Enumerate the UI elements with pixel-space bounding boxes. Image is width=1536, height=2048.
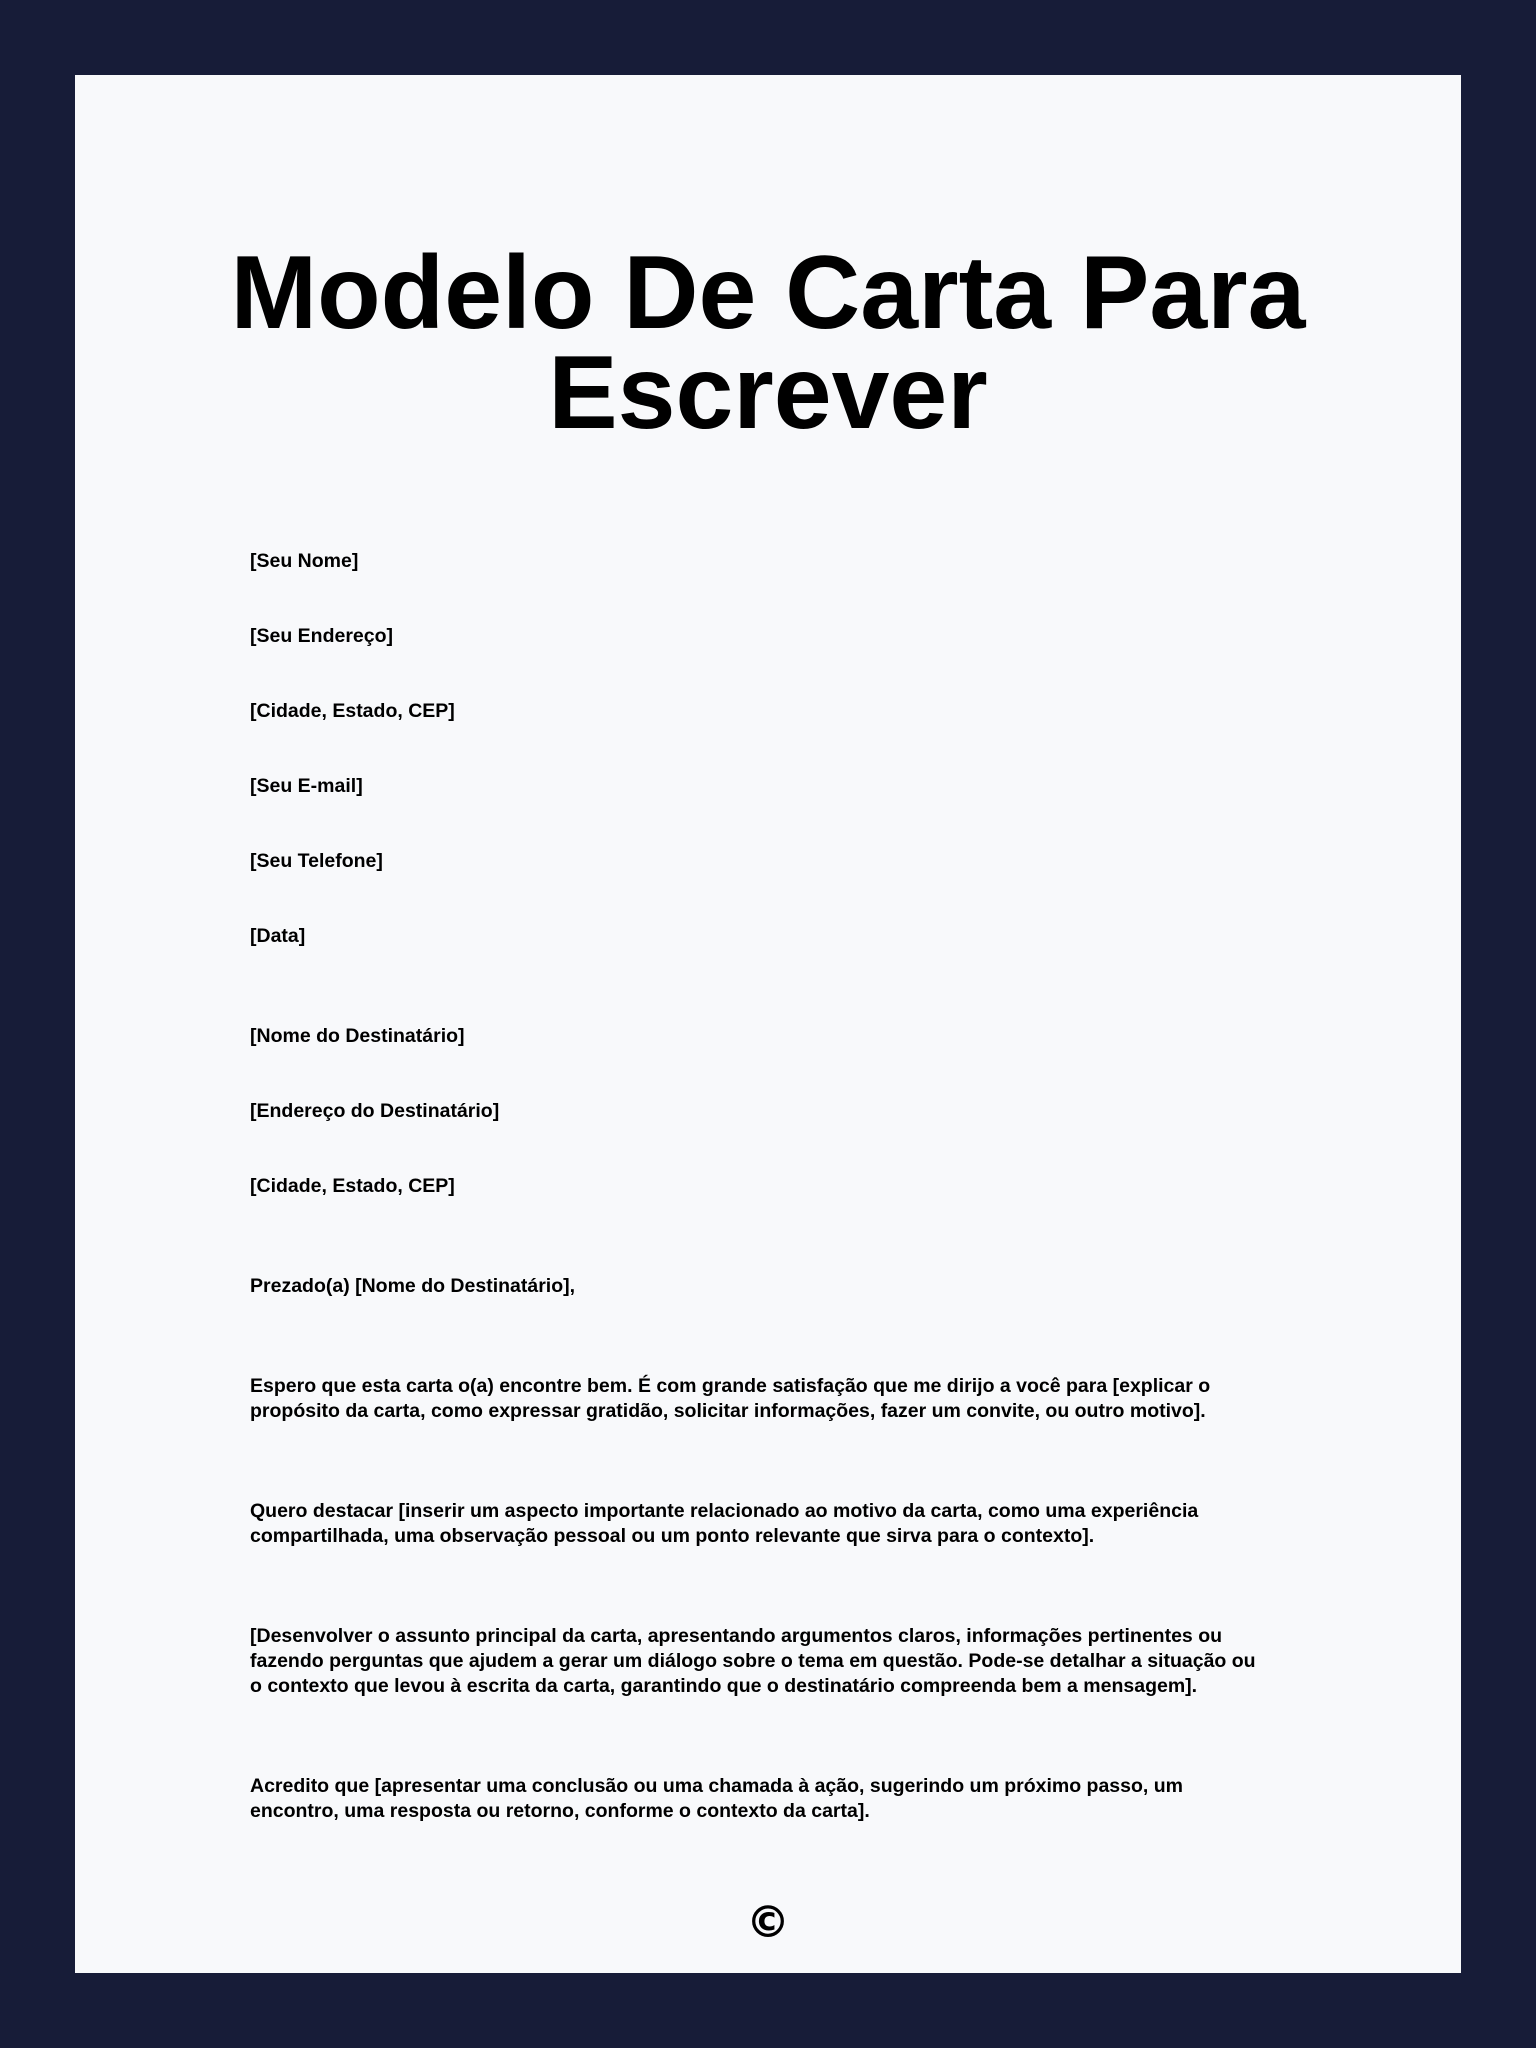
- copyright-icon: ©: [746, 1897, 790, 1948]
- sender-name: [Seu Nome]: [250, 550, 359, 572]
- body-paragraph: Quero destacar [inserir um aspecto importante relacionado ao motivo da carta, como uma experiência compartilhada, uma observação pessoal ou um ponto relevante que sirva para o contexto].: [250, 1500, 1199, 1547]
- body-paragraph: Espero que esta carta o(a) encontre bem. É com grande satisfação que me dirijo a você para [explicar o propósito da carta, como expressar gratidão, solicitar informações, fazer um convite, ou outro motivo].: [250, 1375, 1211, 1422]
- sender-city: [Cidade, Estado, CEP]: [250, 700, 455, 722]
- sender-email: [Seu E-mail]: [250, 775, 363, 797]
- document-page: [75, 75, 1461, 1973]
- page-title: Modelo De Carta Para Escrever: [230, 235, 1306, 451]
- recipient-address: [Endereço do Destinatário]: [250, 1100, 500, 1122]
- sender-phone: [Seu Telefone]: [250, 850, 383, 872]
- letter-date: [Data]: [250, 925, 306, 947]
- recipient-name: [Nome do Destinatário]: [250, 1025, 465, 1047]
- sender-address: [Seu Endereço]: [250, 625, 394, 647]
- body-paragraph: [Desenvolver o assunto principal da carta, apresentando argumentos claros, informações pertinentes ou fazendo perguntas que ajudem a gerar um diálogo sobre o tema em questão. Pode-se detalhar a situação ou o contexto que levou à escrita da carta, garantindo que o destinatário compreenda bem a mensagem].: [250, 1625, 1256, 1697]
- body-paragraph: Acredito que [apresentar uma conclusão ou uma chamada à ação, sugerindo um próximo passo, um encontro, uma resposta ou retorno, conforme o contexto da carta].: [250, 1775, 1183, 1822]
- recipient-city: [Cidade, Estado, CEP]: [250, 1175, 455, 1197]
- salutation: Prezado(a) [Nome do Destinatário],: [250, 1275, 576, 1297]
